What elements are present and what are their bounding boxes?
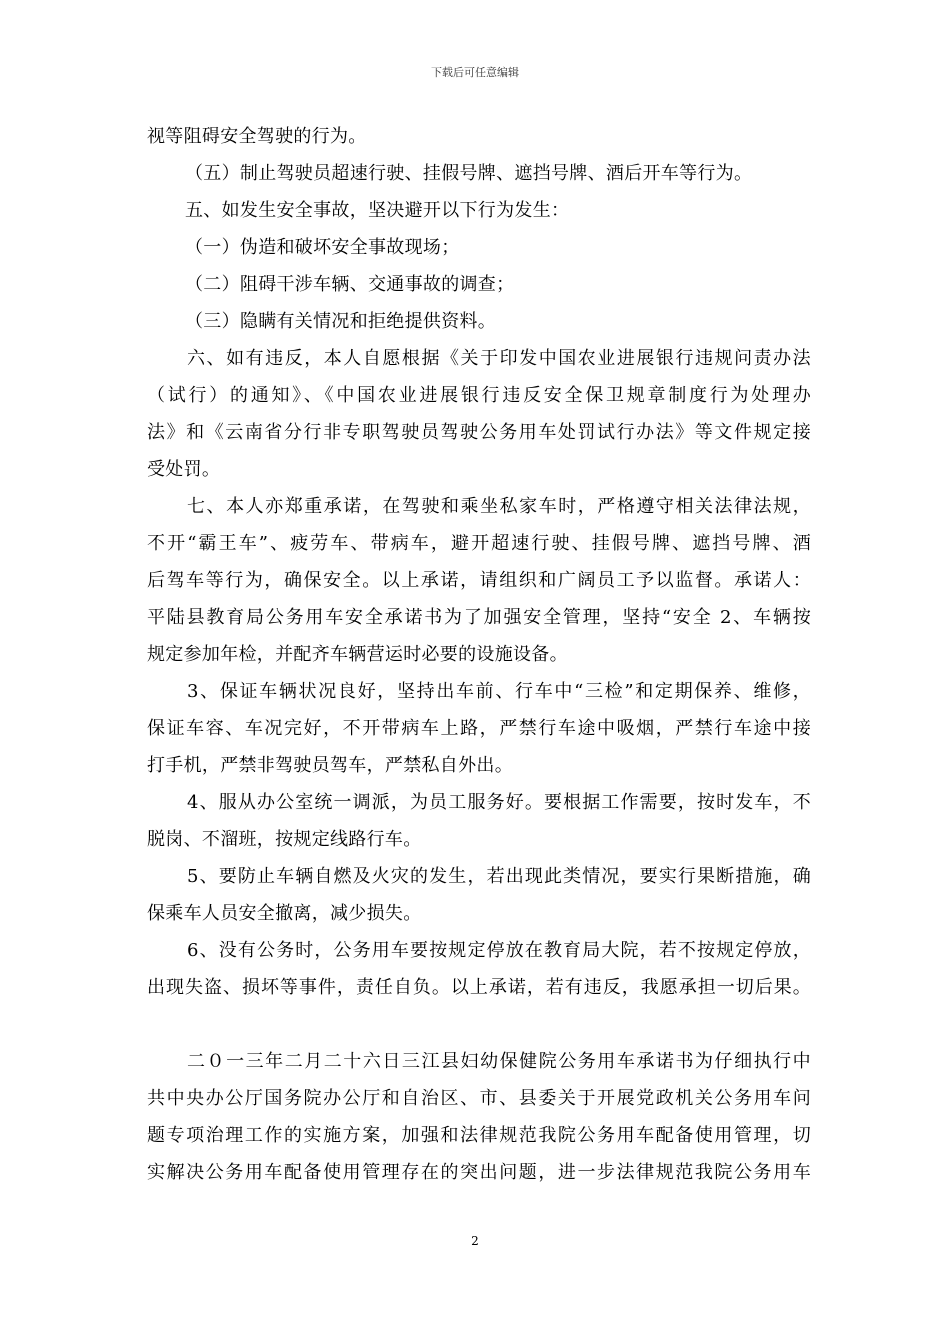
text-line: 6、没有公务时，公务用车要按规定停放在教育局大院，若不按规定停放，	[187, 940, 811, 961]
text-line: 4、服从办公室统一调派，为员工服务好。要根据工作需要，按时发车，不	[187, 792, 811, 813]
text-line: 实解决公务用车配备使用管理存在的突出问题，进一步法律规范我院公务用车	[147, 1162, 811, 1183]
text-line: 二０一三年二月二十六日三江县妇幼保健院公务用车承诺书为仔细执行中	[187, 1051, 811, 1072]
text-line: （二）阻碍干涉车辆、交通事故的调查；	[185, 274, 515, 295]
document-body	[147, 126, 811, 1184]
text-line: 脱岗、不溜班，按规定线路行车。	[147, 829, 422, 850]
text-line: 视等阻碍安全驾驶的行为。	[147, 126, 367, 147]
page-number: 2	[471, 1234, 479, 1248]
text-line: 5、要防止车辆自燃及火灾的发生，若出现此类情况，要实行果断措施，确	[187, 866, 811, 887]
text-line: 七、本人亦郑重承诺，在驾驶和乘坐私家车时，严格遵守相关法律法规，	[187, 496, 811, 517]
text-line: 共中央办公厅国务院办公厅和自治区、市、县委关于开展党政机关公务用车问	[147, 1088, 811, 1109]
page-header: 下载后可任意编辑	[431, 66, 519, 79]
text-line: 题专项治理工作的实施方案，加强和法律规范我院公务用车配备使用管理，切	[147, 1125, 811, 1146]
text-line: 打手机，严禁非驾驶员驾车，严禁私自外出。	[147, 755, 513, 776]
text-line: 保证车容、车况完好，不开带病车上路，严禁行车途中吸烟，严禁行车途中接	[147, 718, 811, 739]
text-line: 法》和《云南省分行非专职驾驶员驾驶公务用车处罚试行办法》等文件规定接	[147, 422, 811, 443]
text-line: 五、如发生安全事故，坚决避开以下行为发生：	[185, 200, 570, 221]
text-line: （一）伪造和破坏安全事故现场；	[185, 237, 460, 258]
text-line: （五）制止驾驶员超速行驶、挂假号牌、遮挡号牌、酒后开车等行为。	[185, 163, 753, 184]
text-line: 3、保证车辆状况良好，坚持出车前、行车中“三检”和定期保养、维修，	[187, 681, 811, 702]
text-line: （三）隐瞒有关情况和拒绝提供资料。	[185, 311, 497, 332]
text-line: 平陆县教育局公务用车安全承诺书为了加强安全管理，坚持“安全 2、车辆按	[147, 607, 811, 628]
text-line: 后驾车等行为，确保安全。以上承诺，请组织和广阔员工予以监督。承诺人：	[147, 570, 811, 591]
text-line: 出现失盗、损坏等事件，责任自负。以上承诺，若有违反，我愿承担一切后果。	[147, 977, 811, 998]
text-line: 规定参加年检，并配齐车辆营运时必要的设施设备。	[147, 644, 568, 665]
text-line: 保乘车人员安全撤离，减少损失。	[147, 903, 422, 924]
text-line: 受处罚。	[147, 459, 221, 480]
text-line: 不开“霸王车”、疲劳车、带病车，避开超速行驶、挂假号牌、遮挡号牌、酒	[147, 533, 811, 554]
text-line: （试行）的通知》、《中国农业进展银行违反安全保卫规章制度行为处理办	[147, 385, 811, 406]
text-line: 六、如有违反，本人自愿根据《关于印发中国农业进展银行违规问责办法	[187, 348, 811, 369]
